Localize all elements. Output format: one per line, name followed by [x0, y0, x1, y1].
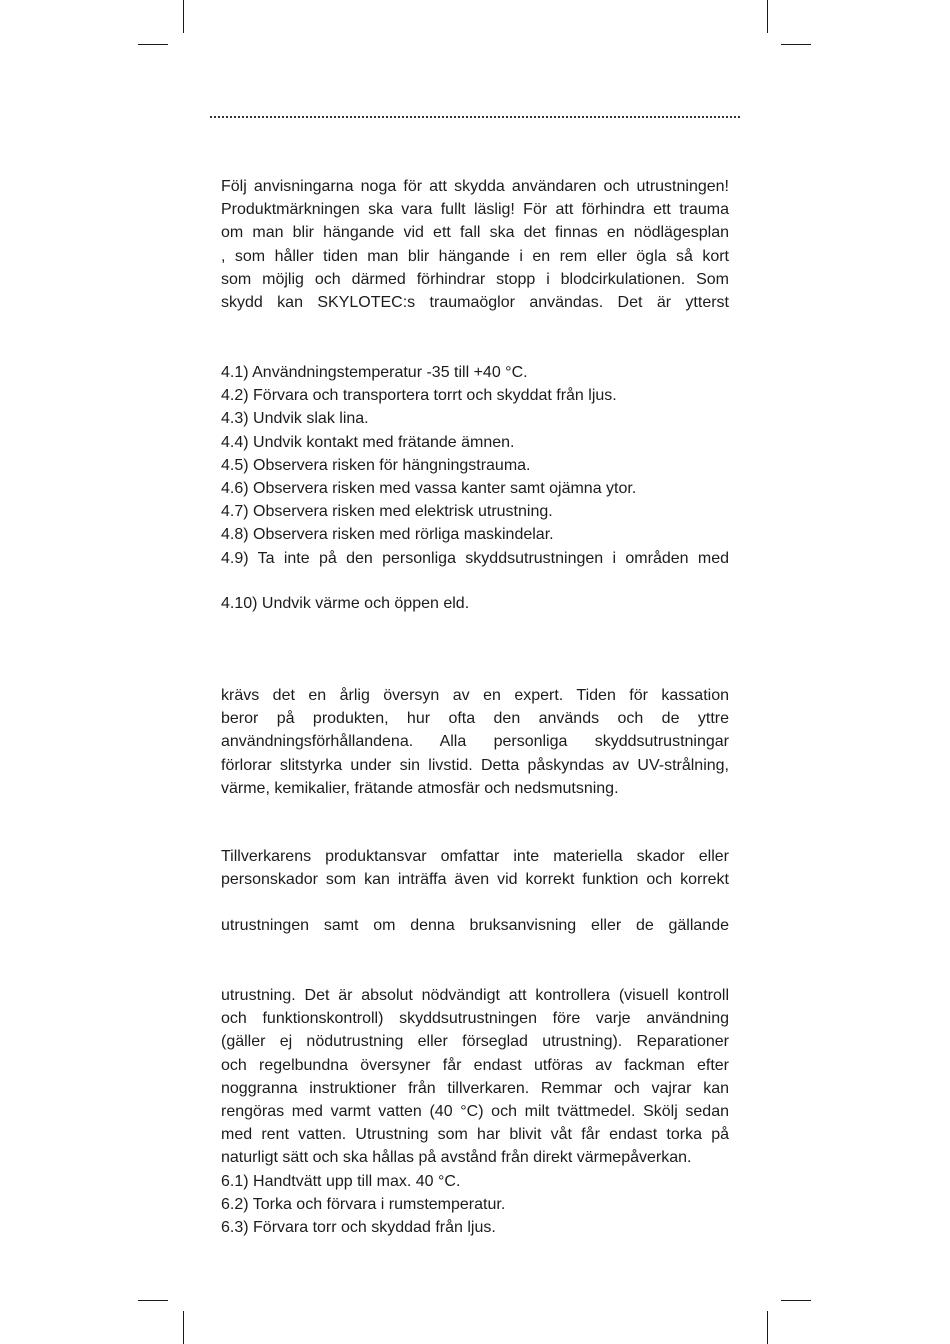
inspection-line: användningsförhållandena. Alla personliga skyddsutrustningar	[221, 733, 729, 751]
crop-mark-top-left-horizontal	[138, 44, 168, 45]
list-item: 4.7) Observera risken med elektrisk utrustning.	[221, 503, 553, 521]
crop-mark-bottom-right-horizontal	[781, 1300, 811, 1301]
inspection-line: krävs det en årlig översyn av en expert. Tiden för kassation	[221, 687, 729, 704]
list-item: 6.1) Handtvätt upp till max. 40 °C.	[221, 1172, 461, 1190]
liability-line: personskador som kan inträffa även vid korrekt funktion och korrekt	[221, 871, 729, 889]
dotted-divider	[210, 116, 740, 118]
intro-line: skydd kan SKYLOTEC:s traumaöglor användas. Det är ytterst	[221, 293, 729, 311]
crop-mark-bottom-left-horizontal	[138, 1300, 168, 1301]
list-item: 6.3) Förvara torr och skyddad från ljus.	[221, 1218, 496, 1236]
liability-continuation	[221, 914, 729, 937]
crop-mark-top-right-vertical	[767, 0, 768, 33]
liability-line: Tillverkarens produktansvar omfattar inte materiella skador eller	[221, 848, 729, 865]
care-line: noggranna instruktioner från tillverkaren. Remmar och vajrar kan	[221, 1079, 729, 1097]
usage-conditions-list	[221, 361, 729, 570]
intro-line: om man blir hängande vid ett fall ska det finnas en nödlägesplan	[221, 224, 729, 242]
crop-mark-top-right-horizontal	[781, 44, 811, 45]
crop-mark-bottom-left-vertical	[183, 1311, 184, 1344]
list-item: 4.5) Observera risken för hängningstrauma.	[221, 456, 531, 474]
list-item: 4.1) Användningstemperatur -35 till +40 °C.	[221, 364, 528, 381]
intro-line: Produktmärkningen ska vara fullt läslig! För att förhindra ett trauma	[221, 201, 729, 219]
care-line: med rent vatten. Utrustning som har blivit våt får endast torka på	[221, 1126, 729, 1144]
inspection-line: förlorar slitstyrka under sin livstid. Detta påskyndas av UV-strålning,	[221, 756, 729, 774]
crop-mark-bottom-right-vertical	[767, 1311, 768, 1344]
intro-line: som möjlig och därmed förhindrar stopp i blodcirkulationen. Som	[221, 270, 729, 288]
intro-paragraph	[221, 175, 729, 314]
inspection-line: värme, kemikalier, frätande atmosfär och nedsmutsning.	[221, 779, 619, 797]
care-paragraph	[221, 984, 729, 1239]
list-item: 4.10) Undvik värme och öppen eld.	[221, 595, 470, 612]
intro-line: , som håller tiden man blir hängande i en rem eller ögla så kort	[221, 247, 729, 265]
liability-paragraph	[221, 845, 729, 891]
care-line: (gäller ej nödutrustning eller förseglad utrustning). Reparationer	[221, 1033, 729, 1051]
care-line: rengöras med varmt vatten (40 °C) och milt tvättmedel. Skölj sedan	[221, 1102, 729, 1120]
list-item: 4.3) Undvik slak lina.	[221, 410, 369, 428]
liability-line: utrustningen samt om denna bruksanvisning eller de gällande	[221, 917, 729, 934]
crop-mark-top-left-vertical	[183, 0, 184, 33]
list-item: 4.4) Undvik kontakt med frätande ämnen.	[221, 433, 515, 451]
care-line: och regelbundna översyner får endast utföras av fackman efter	[221, 1056, 729, 1074]
list-item: 4.8) Observera risken med rörliga maskindelar.	[221, 526, 554, 544]
list-item: 4.2) Förvara och transportera torrt och skyddat från ljus.	[221, 387, 617, 405]
usage-conditions-last-item	[221, 592, 729, 615]
care-line: naturligt sätt och ska hållas på avstånd från direkt värmepåverkan.	[221, 1149, 692, 1167]
care-line: utrustning. Det är absolut nödvändigt att kontrollera (visuell kontroll	[221, 987, 729, 1004]
inspection-line: beror på produkten, hur ofta den används och de yttre	[221, 710, 729, 728]
list-item: 4.6) Observera risken med vassa kanter samt ojämna ytor.	[221, 479, 637, 497]
care-line: och funktionskontroll) skyddsutrustningen före varje användning	[221, 1010, 729, 1028]
inspection-paragraph	[221, 684, 729, 800]
list-item: 6.2) Torka och förvara i rumstemperatur.	[221, 1195, 506, 1213]
list-item: 4.9) Ta inte på den personliga skyddsutrustningen i områden med	[221, 549, 729, 567]
intro-line: Följ anvisningarna noga för att skydda användaren och utrustningen!	[221, 178, 729, 195]
